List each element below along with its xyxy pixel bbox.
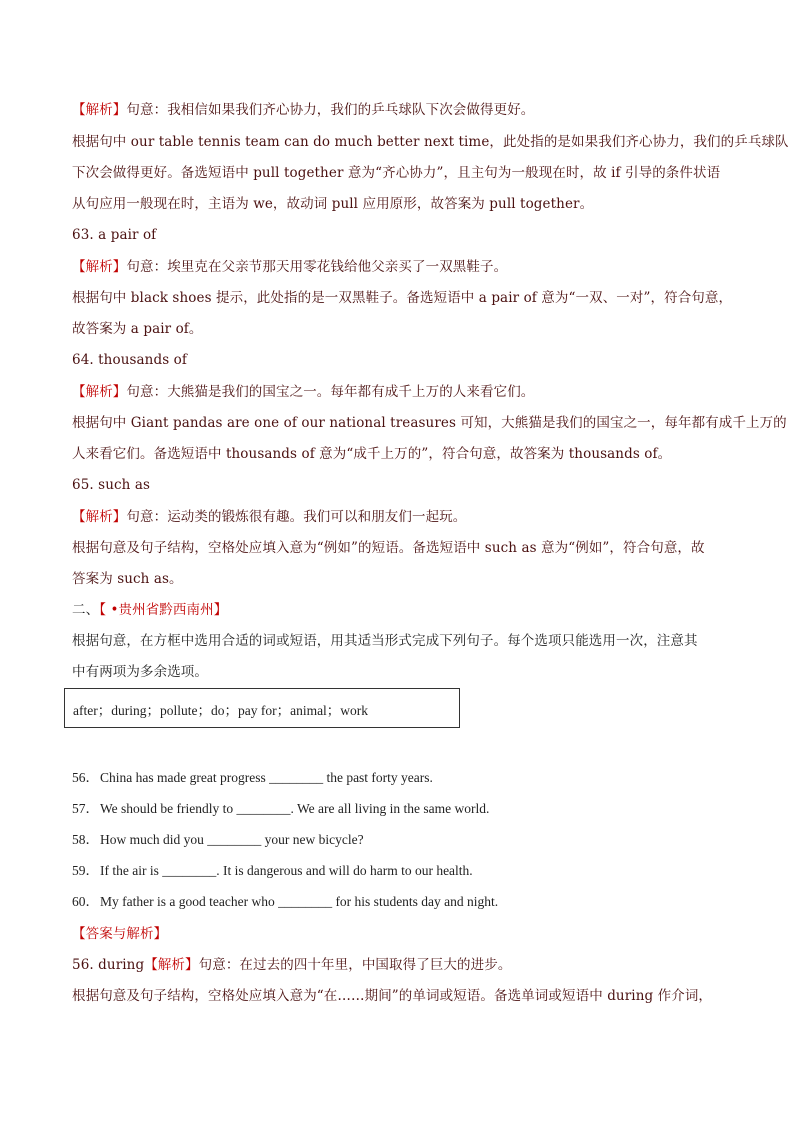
analysis-meaning: 句意：在过去的四十年里，中国取得了巨大的进步。 — [198, 957, 512, 973]
analysis-64-line2: 人来看它们。备选短语中 thousands of 意为“成千上万的”，符合句意，故答案为 thousands of。 — [72, 446, 672, 462]
analysis-63-header — [72, 257, 507, 277]
answer-65: 65. such as — [72, 477, 151, 493]
analysis-62-line2: 下次会做得更好。备选短语中 pull together 意为“齐心协力”，且主句为一般现在时，故 if 引导的条件状语 — [72, 165, 721, 181]
analysis-62-line3: 从句应用一般现在时，主语为 we，故动词 pull 应用原形，故答案为 pull together。 — [72, 196, 594, 212]
section2-source: 【 •贵州省黔西南州】 — [99, 602, 228, 618]
question-text: We should be friendly to ________. We are all living in the same world. — [100, 801, 490, 816]
analysis-meaning: 句意：大熊猫是我们的国宝之一。每年都有成千上万的人来看它们。 — [126, 384, 535, 400]
question-number: 60． — [72, 894, 99, 909]
analysis-tag: 【解析】 — [72, 259, 127, 275]
analysis-tag: 【解析】 — [144, 957, 199, 973]
question-text: How much did you ________ your new bicycle? — [100, 832, 364, 847]
analysis-meaning: 句意：我相信如果我们齐心协力，我们的乒乓球队下次会做得更好。 — [126, 102, 535, 118]
analysis-65-header — [72, 507, 466, 527]
analysis-tag: 【解析】 — [72, 102, 127, 118]
word-options: after；during；pollute；do；pay for；animal；work — [73, 703, 369, 718]
question-number: 56． — [72, 770, 99, 785]
answer-section-header: 【答案与解析】 — [72, 926, 168, 942]
analysis-65-line2: 答案为 such as。 — [72, 571, 183, 587]
analysis-64-header — [72, 382, 534, 402]
analysis-56-header — [72, 955, 511, 975]
question-number: 58． — [72, 832, 99, 847]
analysis-tag: 【解析】 — [72, 509, 127, 525]
analysis-meaning: 句意：运动类的锻炼很有趣。我们可以和朋友们一起玩。 — [126, 509, 467, 525]
answer-64: 64. thousands of — [72, 352, 187, 368]
section2-prefix: 二、 — [72, 602, 100, 618]
question-text: If the air is ________. It is dangerous and will do harm to our health. — [100, 863, 473, 878]
analysis-64-line1: 根据句中 Giant pandas are one of our national treasures 可知，大熊猫是我们的国宝之一，每年都有成千上万的 — [72, 415, 787, 431]
analysis-tag: 【解析】 — [72, 384, 127, 400]
analysis-62-line1: 根据句中 our table tennis team can do much better next time，此处指的是如果我们齐心协力，我们的乒乓球队 — [72, 134, 789, 150]
section2-instruction-1: 根据句意，在方框中选用合适的词或短语，用其适当形式完成下列句子。每个选项只能选用一次，注意其 — [72, 633, 698, 649]
analysis-meaning: 句意：埃里克在父亲节那天用零花钱给他父亲买了一双黑鞋子。 — [126, 259, 508, 275]
section2-heading — [72, 600, 227, 620]
analysis-62-header — [72, 100, 534, 120]
analysis-56-line1: 根据句意及句子结构，空格处应填入意为“在……期间”的单词或短语。备选单词或短语中 during 作介词， — [72, 988, 713, 1004]
analysis-63-line1: 根据句中 black shoes 提示，此处指的是一双黑鞋子。备选短语中 a pair of 意为“一双、一对”，符合句意， — [72, 290, 733, 306]
question-number: 59． — [72, 863, 99, 878]
question-number: 57． — [72, 801, 99, 816]
question-text: China has made great progress ________ the past forty years. — [100, 770, 433, 785]
answer-56: 56. during — [72, 957, 145, 973]
section2-instruction-2: 中有两项为多余选项。 — [72, 664, 208, 680]
question-text: My father is a good teacher who ________ for his students day and night. — [100, 894, 499, 909]
analysis-65-line1: 根据句意及句子结构，空格处应填入意为“例如”的短语。备选短语中 such as 意为“例如”，符合句意，故 — [72, 540, 705, 556]
answer-63: 63. a pair of — [72, 227, 157, 243]
word-options-box — [64, 688, 460, 728]
analysis-63-line2: 故答案为 a pair of。 — [72, 321, 203, 337]
